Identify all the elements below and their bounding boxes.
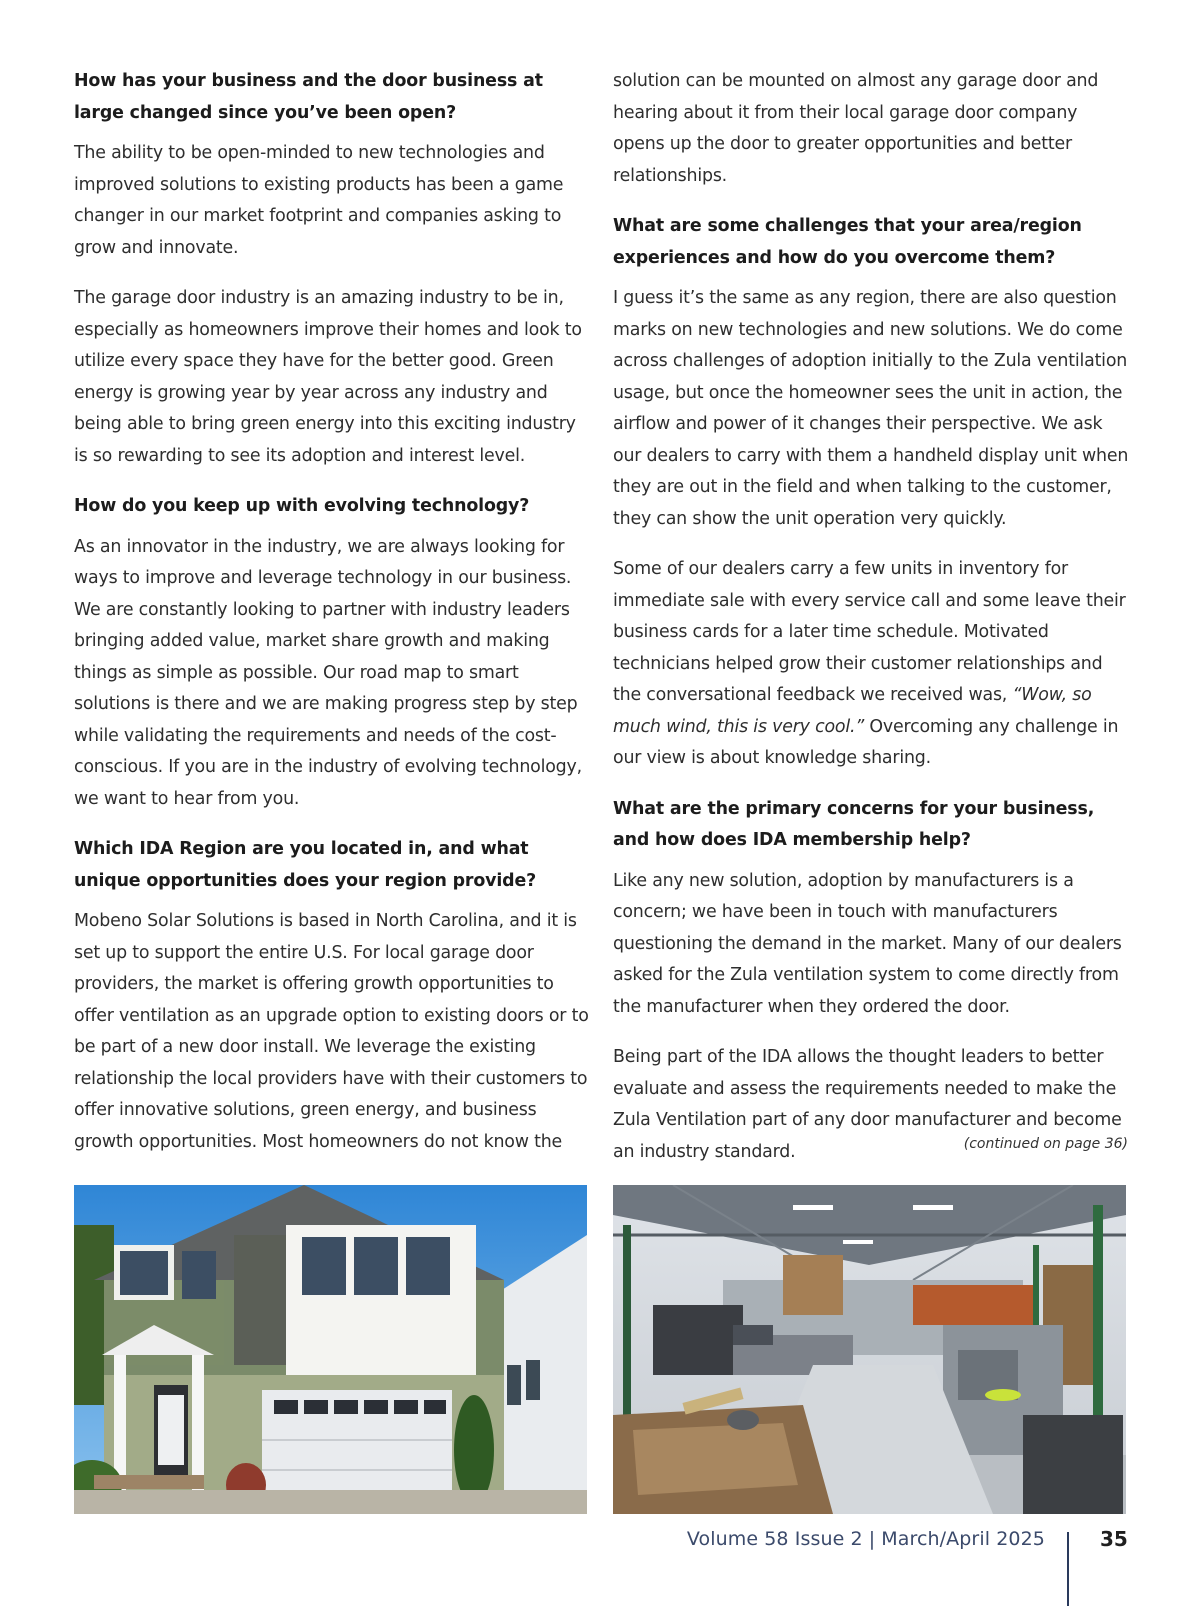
footer-separator: |	[868, 1528, 876, 1550]
answer-paragraph: solution can be mounted on almost any garage door and hearing about it from their local garage door company opens up the door to greater opportunities and better relationships.	[613, 71, 1099, 186]
question-heading: What are some challenges that your area/region experiences and how do you overcome them?	[613, 216, 1082, 268]
answer-paragraph: As an innovator in the industry, we are always looking for ways to improve and leverage technology in our business. We are constantly looking to partner with industry leaders bringing added value, market share growth and making things as simple as possible. Our road map to smart solutions is there and we are making progress step by step while validating the requirements and needs of the cost-conscious. If you are in the industry of evolving technology, we want to hear from you.	[74, 536, 582, 809]
answer-paragraph: The garage door industry is an amazing industry to be in, especially as homeowners improve their homes and look to utilize every space they have for the better good. Green energy is growing year by year across any industry and being able to bring green energy into this exciting industry is so rewarding to see its adoption and interest level.	[74, 288, 582, 466]
answer-paragraph	[613, 554, 1133, 775]
footer-divider	[1067, 1532, 1069, 1606]
continued-note: (continued on page 36)	[963, 1136, 1128, 1152]
house-illustration	[74, 1185, 587, 1514]
question-heading: What are the primary concerns for your business, and how does IDA membership help?	[613, 798, 1095, 850]
right-column	[613, 66, 1133, 1168]
issue-date: March/April 2025	[881, 1528, 1045, 1550]
paragraph-text: Overcoming any challenge in our view is about knowledge sharing.	[613, 716, 1119, 768]
issue-info	[687, 1528, 1045, 1550]
answer-paragraph: The ability to be open-minded to new technologies and improved solutions to existing products has been a game changer in our market footprint and companies asking to grow and innovate.	[74, 143, 564, 258]
workshop-photo	[613, 1185, 1126, 1514]
page-footer	[0, 1528, 1200, 1606]
answer-paragraph: Being part of the IDA allows the thought leaders to better evaluate and assess the requirements needed to make the Zula Ventilation part of any door manufacturer and become an industry standard.	[613, 1047, 1122, 1162]
issue-volume: Volume 58 Issue 2	[686, 1528, 863, 1550]
question-heading: How has your business and the door business at large changed since you’ve been open?	[74, 71, 543, 123]
question-heading: How do you keep up with evolving technology?	[74, 496, 530, 516]
answer-paragraph: Mobeno Solar Solutions is based in North Carolina, and it is set up to support the entire U.S. For local garage door providers, the market is offering growth opportunities to offer ventilation as an upgrade option to existing doors or to be part of a new door install. We leverage the existing relationship the local providers have with their customers to offer innovative solutions, green energy, and business growth opportunities. Most homeowners do not know the	[74, 911, 589, 1152]
left-column	[74, 66, 592, 1158]
question-heading: Which IDA Region are you located in, and what unique opportunities does your region provide?	[74, 839, 537, 891]
answer-paragraph: I guess it’s the same as any region, there are also question marks on new technologies and new solutions. We do come across challenges of adoption initially to the Zula ventilation usage, but once the homeowner sees the unit in action, the airflow and power of it changes their perspective. We ask our dealers to carry with them a handheld display unit when they are out in the field and when talking to the customer, they can show the unit operation very quickly.	[613, 288, 1129, 529]
paragraph-text: Some of our dealers carry a few units in inventory for immediate sale with every service call and some leave their business cards for a later time schedule. Motivated technicians helped grow their customer relationships and the conversational feedback we received was,	[613, 559, 1126, 705]
answer-paragraph: Like any new solution, adoption by manufacturers is a concern; we have been in touch with manufacturers questioning the demand in the market. Many of our dealers asked for the Zula ventilation system to come directly from the manufacturer when they ordered the door.	[613, 870, 1122, 1017]
customer-quote: “Wow, so much wind, this is very cool.”	[613, 685, 1092, 737]
page-number: 35	[1100, 1527, 1128, 1551]
house-photo	[74, 1185, 587, 1514]
workshop-illustration	[613, 1185, 1126, 1514]
